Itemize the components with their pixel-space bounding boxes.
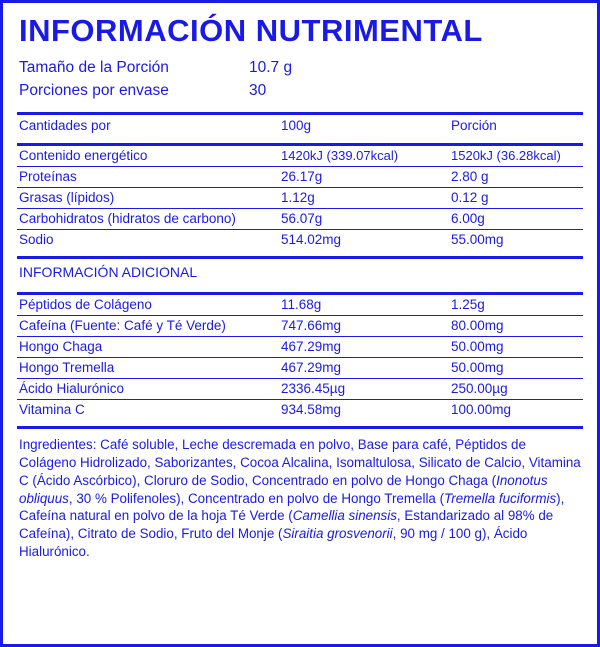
row-portion: 1520kJ (36.28kcal) [451, 146, 583, 167]
table-row [17, 209, 583, 230]
row-label: Cafeína (Fuente: Café y Té Verde) [17, 316, 281, 337]
ingredients-paragraph [17, 429, 583, 561]
row-portion: 0.12 g [451, 188, 583, 209]
table-row [17, 167, 583, 188]
table-row [17, 316, 583, 337]
header-portion: Porción [451, 118, 497, 134]
additional-info-heading: INFORMACIÓN ADICIONAL [19, 264, 198, 281]
table-row [17, 230, 583, 251]
table-row [17, 188, 583, 209]
nutrition-table-additional [17, 295, 583, 420]
row-per-100g: 467.29mg [281, 358, 451, 379]
table-row [17, 379, 583, 400]
table-row [17, 295, 583, 316]
row-per-100g: 514.02mg [281, 232, 342, 248]
row-per-100g: 1420kJ (339.07kcal) [281, 146, 451, 167]
row-label: Ácido Hialurónico [17, 379, 281, 400]
row-label: Hongo Chaga [17, 337, 281, 358]
row-label: Vitamina C [19, 402, 85, 418]
row-per-100g: 467.29mg [281, 337, 451, 358]
ingredients-italic-1: Inonotus obliquus [19, 472, 548, 506]
row-portion: 1.25g [451, 295, 583, 316]
row-portion: 55.00mg [451, 232, 504, 248]
row-per-100g: 56.07g [281, 209, 451, 230]
row-portion: 6.00g [451, 209, 583, 230]
row-portion: 50.00mg [451, 337, 583, 358]
serving-info [19, 56, 583, 103]
servings-per-package-label: Porciones por envase [19, 81, 169, 99]
serving-size-label: Tamaño de la Porción [19, 58, 169, 76]
row-per-100g: 1.12g [281, 188, 451, 209]
row-per-100g: 934.58mg [281, 402, 342, 418]
row-portion: 80.00mg [451, 316, 583, 337]
ingredients-italic-4: Siraitia grosvenorii [282, 526, 393, 542]
row-label: Carbohidratos (hidratos de carbono) [17, 209, 281, 230]
row-per-100g: 11.68g [281, 295, 451, 316]
ingredients-italic-3: Camellia sinensis [292, 508, 397, 524]
serving-size-row [19, 56, 583, 79]
row-per-100g: 26.17g [281, 167, 451, 188]
table-row [17, 337, 583, 358]
ingredients-italic-2: Tremella fuciformis [444, 490, 557, 506]
row-label: Proteínas [17, 167, 281, 188]
page-title: INFORMACIÓN NUTRIMENTAL [19, 13, 483, 48]
row-per-100g: 747.66mg [281, 316, 451, 337]
row-portion: 100.00mg [451, 402, 512, 418]
table-row [17, 358, 583, 379]
ingredients-text-2: , 30 % Polifenoles), Concentrado en polvo de Hongo Tremella ( [68, 490, 445, 506]
header-amounts-per: Cantidades por [19, 118, 111, 134]
ingredients-label: Ingredientes: [19, 437, 97, 453]
row-portion: 250.00µg [451, 379, 583, 400]
row-portion: 50.00mg [451, 358, 583, 379]
nutrition-table-main [17, 146, 583, 250]
bottom-spacer [17, 561, 583, 636]
ingredients-text-5: , 90 mg / 100 g), Ácido Hialurónico. [19, 526, 528, 560]
row-label: Contenido energético [17, 146, 281, 167]
row-per-100g: 2336.45µg [281, 379, 451, 400]
ingredients-text-4: , Estandarizado al 98% de Cafeína), Citrato de Sodio, Fruto del Monje ( [19, 508, 554, 542]
row-portion: 2.80 g [451, 167, 583, 188]
header-per-100g: 100g [281, 118, 312, 134]
row-label: Grasas (lípidos) [17, 188, 281, 209]
ingredients-text-1: Café soluble, Leche descremada en polvo, Base para café, Péptidos de Colágeno Hidrolizado, Saborizantes, Cocoa Alcalina, Isomaltulosa, Silicato de Calcio, Vitamina C (Ácido Ascórbico), Cloruro de Sodio, Concentrado en polvo de Hongo Chaga ( [19, 437, 581, 488]
table-row [17, 146, 583, 167]
row-label: Sodio [19, 232, 54, 248]
table-row [17, 400, 583, 421]
row-label: Péptidos de Colágeno [17, 295, 281, 316]
row-label: Hongo Tremella [17, 358, 281, 379]
table-header-row [17, 115, 583, 137]
serving-size-value: 10.7 g [249, 58, 293, 76]
ingredients-text-3: ), Cafeína natural en polvo de la hoja Té Verde ( [19, 490, 565, 524]
servings-per-package-value: 30 [249, 81, 267, 99]
servings-per-package-row [19, 79, 583, 102]
nutrition-table-header [17, 115, 583, 137]
